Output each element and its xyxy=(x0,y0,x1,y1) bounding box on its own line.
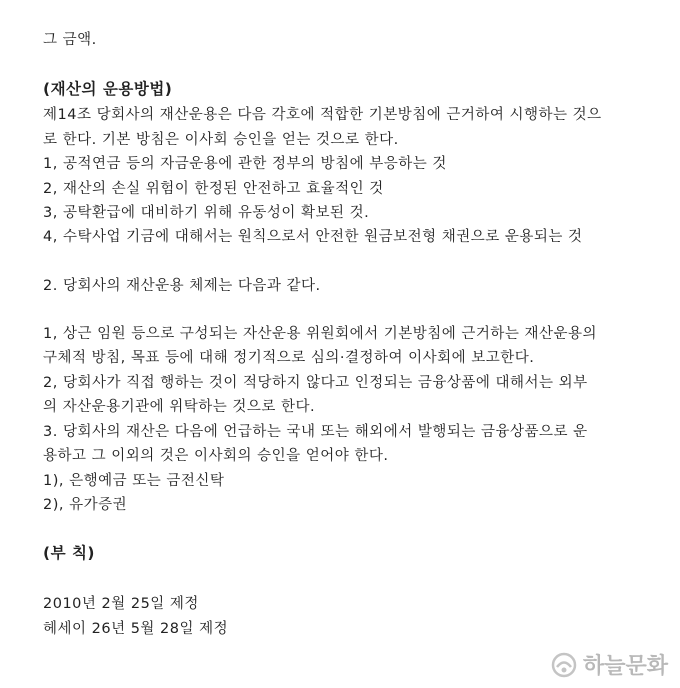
watermark-text: 하늘문화 xyxy=(582,654,668,679)
doc-line: 2), 유가증권 xyxy=(43,497,128,513)
doc-line: 제14조 당회사의 재산운용은 다음 각호에 적합한 기본방침에 근거하여 시행하는 것으 xyxy=(43,107,602,123)
doc-line: 2. 당회사의 재산운용 체제는 다음과 같다. xyxy=(43,278,321,294)
doc-line: 4, 수탁사업 기금에 대해서는 원칙으로서 안전한 원금보전형 채권으로 운용되는 것 xyxy=(43,229,583,245)
doc-line: 의 자산운용기관에 위탁하는 것으로 한다. xyxy=(43,399,316,415)
doc-line: 1), 은행예금 또는 금전신탁 xyxy=(43,473,225,489)
doc-line: 헤세이 26년 5월 28일 제정 xyxy=(43,621,229,637)
doc-line: 그 금액. xyxy=(43,32,97,48)
doc-line: 1, 공적연금 등의 자금운용에 관한 정부의 방침에 부응하는 것 xyxy=(43,156,447,172)
hanul-logo-icon xyxy=(551,652,577,678)
doc-line: 로 한다. 기본 방침은 이사회 승인을 얻는 것으로 한다. xyxy=(43,132,399,148)
doc-line: 3, 공탁환급에 대비하기 위해 유동성이 확보된 것. xyxy=(43,205,370,221)
doc-line: 3. 당회사의 재산은 다음에 언급하는 국내 또는 해외에서 발행되는 금융상품으로 운 xyxy=(43,424,588,440)
doc-line: 2010년 2월 25일 제정 xyxy=(43,596,199,612)
doc-line: 구체적 방침, 목표 등에 대해 정기적으로 심의·결정하여 이사회에 보고한다. xyxy=(43,350,535,366)
section-heading-asset-management: (재산의 운용방법) xyxy=(43,80,173,98)
doc-line: 용하고 그 이외의 것은 이사회의 승인을 얻어야 한다. xyxy=(43,448,389,464)
doc-line: 2, 당회사가 직접 행하는 것이 적당하지 않다고 인정되는 금융상품에 대해서는 외부 xyxy=(43,375,588,391)
doc-line: 1, 상근 임원 등으로 구성되는 자산운용 위원회에서 기본방침에 근거하는 재산운용의 xyxy=(43,326,598,342)
watermark xyxy=(551,649,668,680)
doc-line: 2, 재산의 손실 위험이 한정된 안전하고 효율적인 것 xyxy=(43,181,384,197)
section-heading-supplementary: (부 칙) xyxy=(43,544,96,562)
